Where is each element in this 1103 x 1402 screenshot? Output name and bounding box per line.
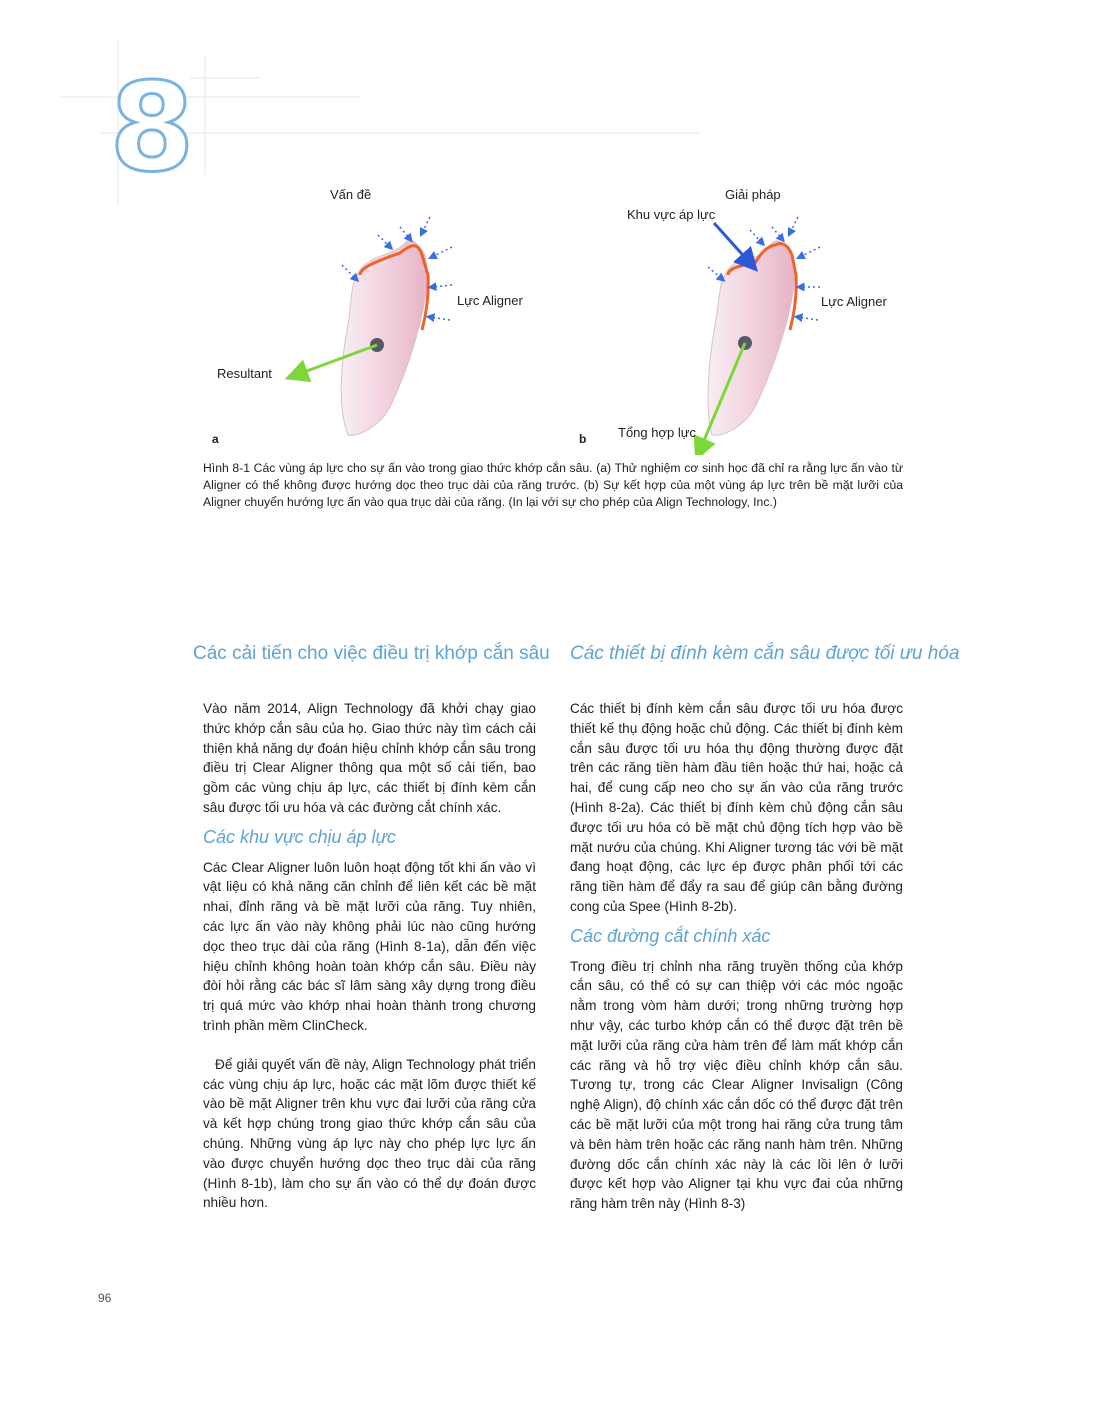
panel-a-title: Vấn đề — [330, 187, 372, 202]
panel-b-force-label: Lực Aligner — [821, 294, 887, 309]
panel-b-pressure-area-label: Khu vực áp lực — [627, 207, 716, 222]
paragraph: Để giải quyết vấn đề này, Align Technology phát triển các vùng chịu áp lực, hoặc các mặt lõm được thiết kế vào bề mặt Aligner trên khu vực đai lưỡi của răng cửa và kết hợp chúng trong giao thức khớp cắn sâu của chúng. Những vùng áp lực này cho phép lực lực ấn vào được chuyển hướng dọc theo trục dài của răng (Hình 8-1b), làm cho sự ấn vào có thể dự đoán được nhiều hơn. — [203, 1056, 536, 1211]
right-column — [570, 699, 903, 1214]
paragraph: Các thiết bị đính kèm cắn sâu được tối ưu hóa được thiết kế thụ động hoặc chủ động. Các thiết bị đính kèm cắn sâu được tối ưu hóa thụ động thường được đặt trên các răng tiền hàm đầu tiên hoặc thứ hai, hoặc cả hai, để cung cấp neo cho sự ấn vào của răng trước (Hình 8-2a). Các thiết bị đính kèm chủ động cắn sâu được tối ưu hóa có bề mặt chủ động tích hợp vào bề mặt nướu của chúng. Khi Aligner tương tác với bề mặt đang hoạt động, các lực ép được phân phối tới các răng tiền hàm để đẩy ra sau để giúp cân bằng đường cong của Spee (Hình 8-2b). — [570, 701, 903, 914]
paragraph: Vào năm 2014, Align Technology đã khởi chạy giao thức khớp cắn sâu của họ. Giao thức này tìm cách cải thiện khả năng dự đoán hiệu chỉnh khớp cắn sâu trong điều trị Clear Aligner thông qua một số cải tiến, bao gồm các vùng chịu áp lực, các thiết bị đính kèm cắn sâu được tối ưu hóa và các đường cắt chính xác. — [203, 701, 536, 815]
subheading-precision-cuts: Các đường cắt chính xác — [570, 925, 771, 946]
tooth-a — [296, 217, 452, 435]
left-column — [203, 699, 536, 1213]
panel-b-resultant-label: Tổng hợp lực — [618, 425, 696, 440]
tooth-b — [700, 217, 820, 450]
chapter-number-text: 8 — [109, 57, 195, 199]
figure-caption: Hình 8-1 Các vùng áp lực cho sự ấn vào trong giao thức khớp cắn sâu. (a) Thử nghiệm cơ sinh học đã chỉ ra rằng lực ấn vào từ Aligner có thể không được hướng dọc theo trục dài của răng trước. (b) Sự kết hợp của một vùng áp lực trên bề mặt lưỡi của Aligner chuyển hướng lực ấn vào qua trục dài của răng. (In lại với sự cho phép của Align Technology, Inc.) — [203, 461, 903, 509]
subheading-pressure-areas: Các khu vực chịu áp lực — [203, 826, 396, 847]
panel-b-title: Giải pháp — [725, 187, 781, 202]
panel-a-letter: a — [212, 432, 219, 446]
section-heading-right: Các thiết bị đính kèm cắn sâu được tối ưu hóa — [570, 643, 960, 664]
panel-a-force-label: Lực Aligner — [457, 293, 523, 308]
figure-8-1 — [200, 175, 920, 455]
paragraph: Các Clear Aligner luôn luôn hoạt động tốt khi ấn vào vì vật liệu có khả năng căn chỉnh để liên kết các bề mặt nhai, đỉnh răng và bề mặt lưỡi của răng. Tuy nhiên, các lực ấn vào này không phải lúc nào cũng hướng dọc theo trục dài của răng (Hình 8-1a), dẫn đến việc hiệu chỉnh không hoàn toàn khớp cắn sâu. Điều này đòi hỏi rằng các bác sĩ lâm sàng xây dựng trong điều trị quá mức vào khớp nhai hoàn thành trong chương trình phần mềm ClinCheck. — [203, 859, 536, 1033]
section-heading-left: Các cải tiến cho việc điều trị khớp cắn sâu — [193, 643, 550, 664]
chapter-number — [110, 57, 195, 199]
panel-a-resultant-label: Resultant — [217, 366, 272, 381]
panel-b-letter: b — [579, 432, 587, 446]
page-number: 96 — [98, 1291, 112, 1305]
figure-illustration — [200, 175, 920, 455]
paragraph: Trong điều trị chỉnh nha răng truyền thống của khớp cắn sâu, có thể có sự can thiệp với các móc ngoặc nằm trong vòm hàm dưới; trong những trường hợp như vậy, các turbo khớp cắn có thể được đặt trên bề mặt lưỡi của răng cửa hàm trên để làm mất khớp cắn các răng và hỗ trợ việc điều chỉnh khớp cắn sâu. Tương tự, trong các Clear Aligner Invisalign (Công nghệ Align), độ chính xác cắn dốc có thể được đặt trên các bề mặt lưỡi của một trong hai răng cửa trung tâm và bên hàm trên hoặc các răng nanh hàm trên. Những đường dốc cắn chính xác này là các lồi lên ở lưỡi được kết hợp vào Aligner tại khu vực đai của những răng hàm trên này (Hình 8-3) — [570, 958, 903, 1212]
